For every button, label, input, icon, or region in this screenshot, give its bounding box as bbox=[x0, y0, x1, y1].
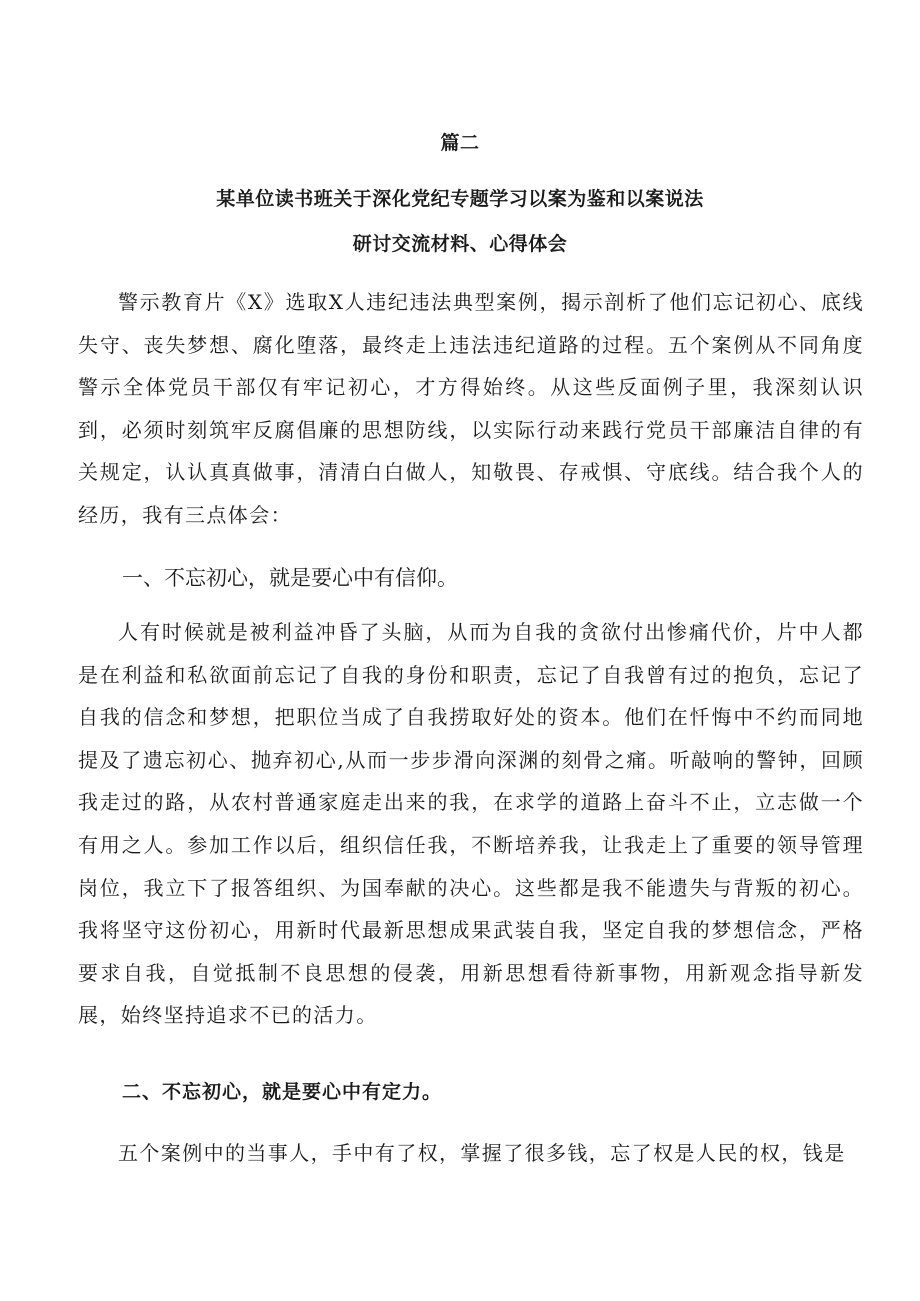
section-2-paragraph: 五个案例中的当事人，手中有了权，掌握了很多钱，忘了权是人民的权，钱是 bbox=[118, 1141, 846, 1165]
section-label: 篇二 bbox=[440, 132, 480, 154]
section-heading-1: 一、不忘初心，就是要心中有信仰。 bbox=[122, 566, 458, 590]
document-title-line-1: 某单位读书班关于深化党纪专题学习以案为鉴和以案说法 bbox=[216, 188, 704, 210]
section-heading-2: 二、不忘初心，就是要心中有定力。 bbox=[122, 1081, 443, 1103]
document-title-line-2: 研讨交流材料、心得体会 bbox=[352, 233, 568, 255]
section-1-paragraph: 人有时候就是被利益冲昏了头脑，从而为自我的贪欲付出惨痛代价，片中人都是在利益和私欲面前忘记了自我的身份和职责，忘记了自我曾有过的抱负，忘记了自我的信念和梦想，把职位当成了自我捞取好处的资本。他们在忏悔中不约而同地提及了遗忘初心、抛弃初心,从而一步步滑向深渊的刻骨之痛。听敲响的警钟，回顾我走过的路，从农村普通家庭走出来的我，在求学的道路上奋斗不止，立志做一个有用之人。参加工作以后，组织信任我，不断培养我，让我走上了重要的领导管理岗位，我立下了报答组织、为国奉献的决心。这些都是我不能遗失与背叛的初心。我将坚守这份初心，用新时代最新思想成果武装自我，坚定自我的梦想信念，严格要求自我，自觉抵制不良思想的侵袭，用新思想看待新事物，用新观念指导新发展，始终坚持追求不已的活力。 bbox=[78, 620, 864, 1028]
intro-paragraph: 警示教育片《X》选取X人违纪违法典型案例，揭示剖析了他们忘记初心、底线失守、丧失梦想、腐化堕落，最终走上违法违纪道路的过程。五个案例从不同角度警示全体党员干部仅有牢记初心，才方得始终。从这些反面例子里，我深刻认识到，必须时刻筑牢反腐倡廉的思想防线，以实际行动来践行党员干部廉洁自律的有关规定，认认真真做事，清清白白做人，知敬畏、存戒惧、守底线。结合我个人的经历，我有三点体会： bbox=[78, 290, 864, 527]
